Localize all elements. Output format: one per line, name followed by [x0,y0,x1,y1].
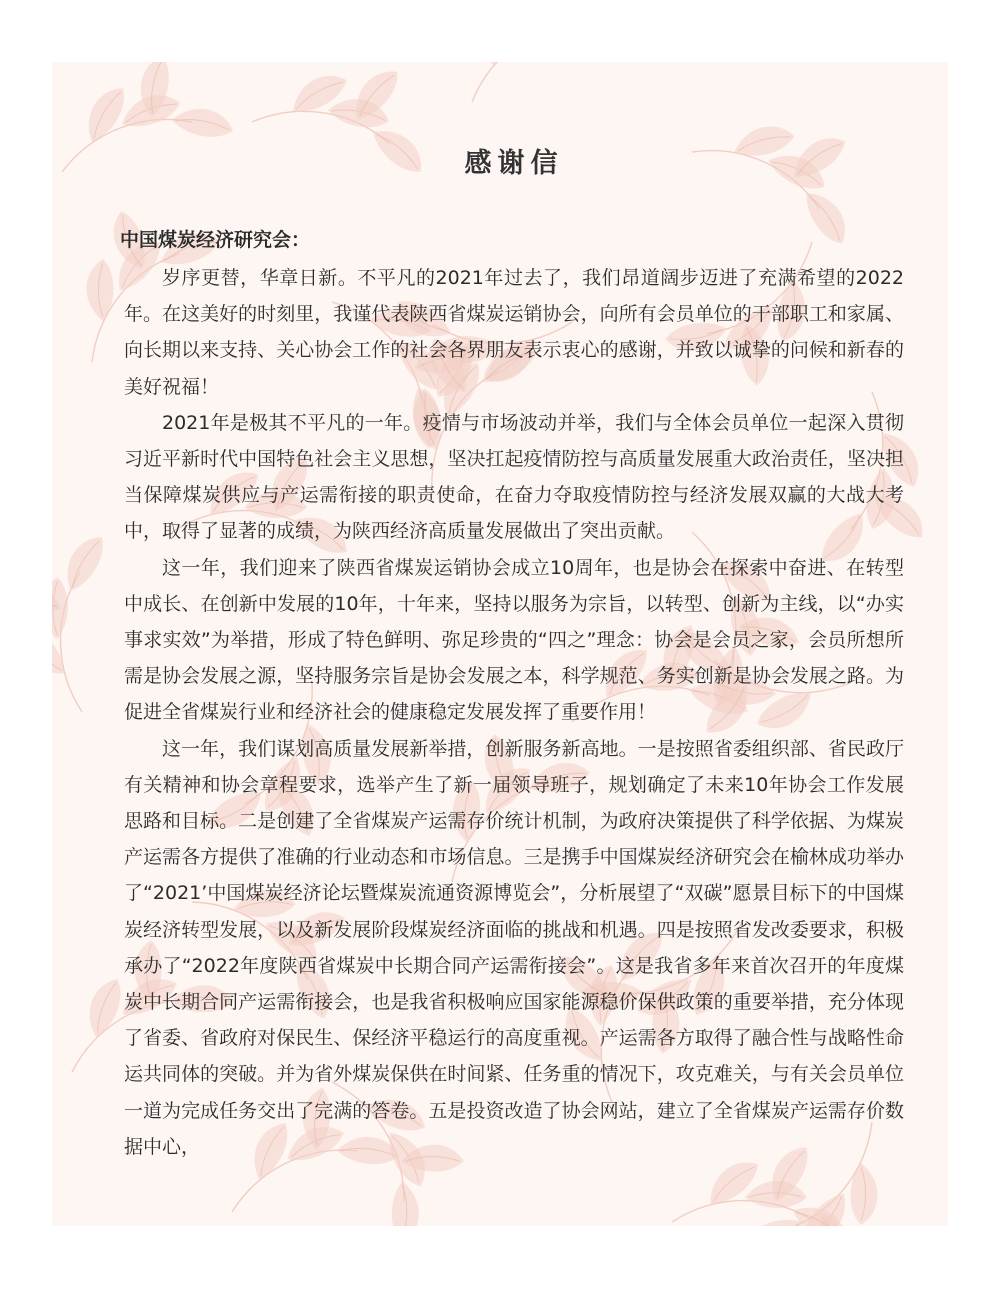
letter-paper [52,62,948,1226]
letter-body [120,146,904,1165]
paragraph-achievements: 这一年，我们谋划高质量发展新举措，创新服务新高地。一是按照省委组织部、省民政厅有关精神和协会章程要求，选举产生了新一届领导班子，规划确定了未来10年协会工作发展思路和目标。二是创建了全省煤炭产运需存价统计机制，为政府决策提供了科学依据、为煤炭产运需各方提供了准确的行业动态和市场信息。三是携手中国煤炭经济研究会在榆林成功举办了“2021’中国煤炭经济论坛暨煤炭流通资源博览会”，分析展望了“双碳”愿景目标下的中国煤炭经济转型发展，以及新发展阶段煤炭经济面临的挑战和机遇。四是按照省发改委要求，积极承办了“2022年度陕西省煤炭中长期合同产运需衔接会”。这是我省多年来首次召开的年度煤炭中长期合同产运需衔接会，也是我省积极响应国家能源稳价保供政策的重要举措，充分体现了省委、省政府对保民生、保经济平稳运行的高度重视。产运需各方取得了融合性与战略性命运共同体的突破。并为省外煤炭保供在时间紧、任务重的情况下，攻克难关，与有关会员单位一道为完成任务交出了完满的答卷。五是投资改造了协会网站，建立了全省煤炭产运需存价数据中心， [124,737,904,1158]
letter-salutation: 中国煤炭经济研究会： [120,229,311,251]
paragraph-2021-review: 2021年是极其不平凡的一年。疫情与市场波动并举，我们与全体会员单位一起深入贯彻习近平新时代中国特色社会主义思想，坚决扛起疫情防控与高质量发展重大政治责任，坚决担当保障煤炭供应与产运需衔接的职责使命，在奋力夺取疫情防控与经济发展双赢的大战大考中，取得了显著的成绩，为陕西经济高质量发展做出了突出贡献。 [124,411,904,543]
paragraph-new-year-greeting: 岁序更替，华章日新。不平凡的2021年过去了，我们昂道阔步迈进了充满希望的2022年。在这美好的时刻里，我谨代表陕西省煤炭运销协会，向所有会员单位的干部职工和家属、向长期以来支持、关心协会工作的社会各界朋友表示衷心的感谢，并致以诚挚的问候和新春的美好祝福！ [124,267,904,398]
letter-title: 感谢信 [464,148,564,179]
paragraph-10th-anniversary: 这一年，我们迎来了陕西省煤炭运销协会成立10周年，也是协会在探索中奋进、在转型中成长、在创新中发展的10年，十年来，坚持以服务为宗旨，以转型、创新为主线，以“办实事求实效”为举措，形成了特色鲜明、弥足珍贵的“四之”理念：协会是会员之家，会员所想所需是协会发展之源，坚持服务宗旨是协会发展之本，科学规范、务实创新是协会发展之路。为促进全省煤炭行业和经济社会的健康稳定发展发挥了重要作用！ [124,556,904,724]
